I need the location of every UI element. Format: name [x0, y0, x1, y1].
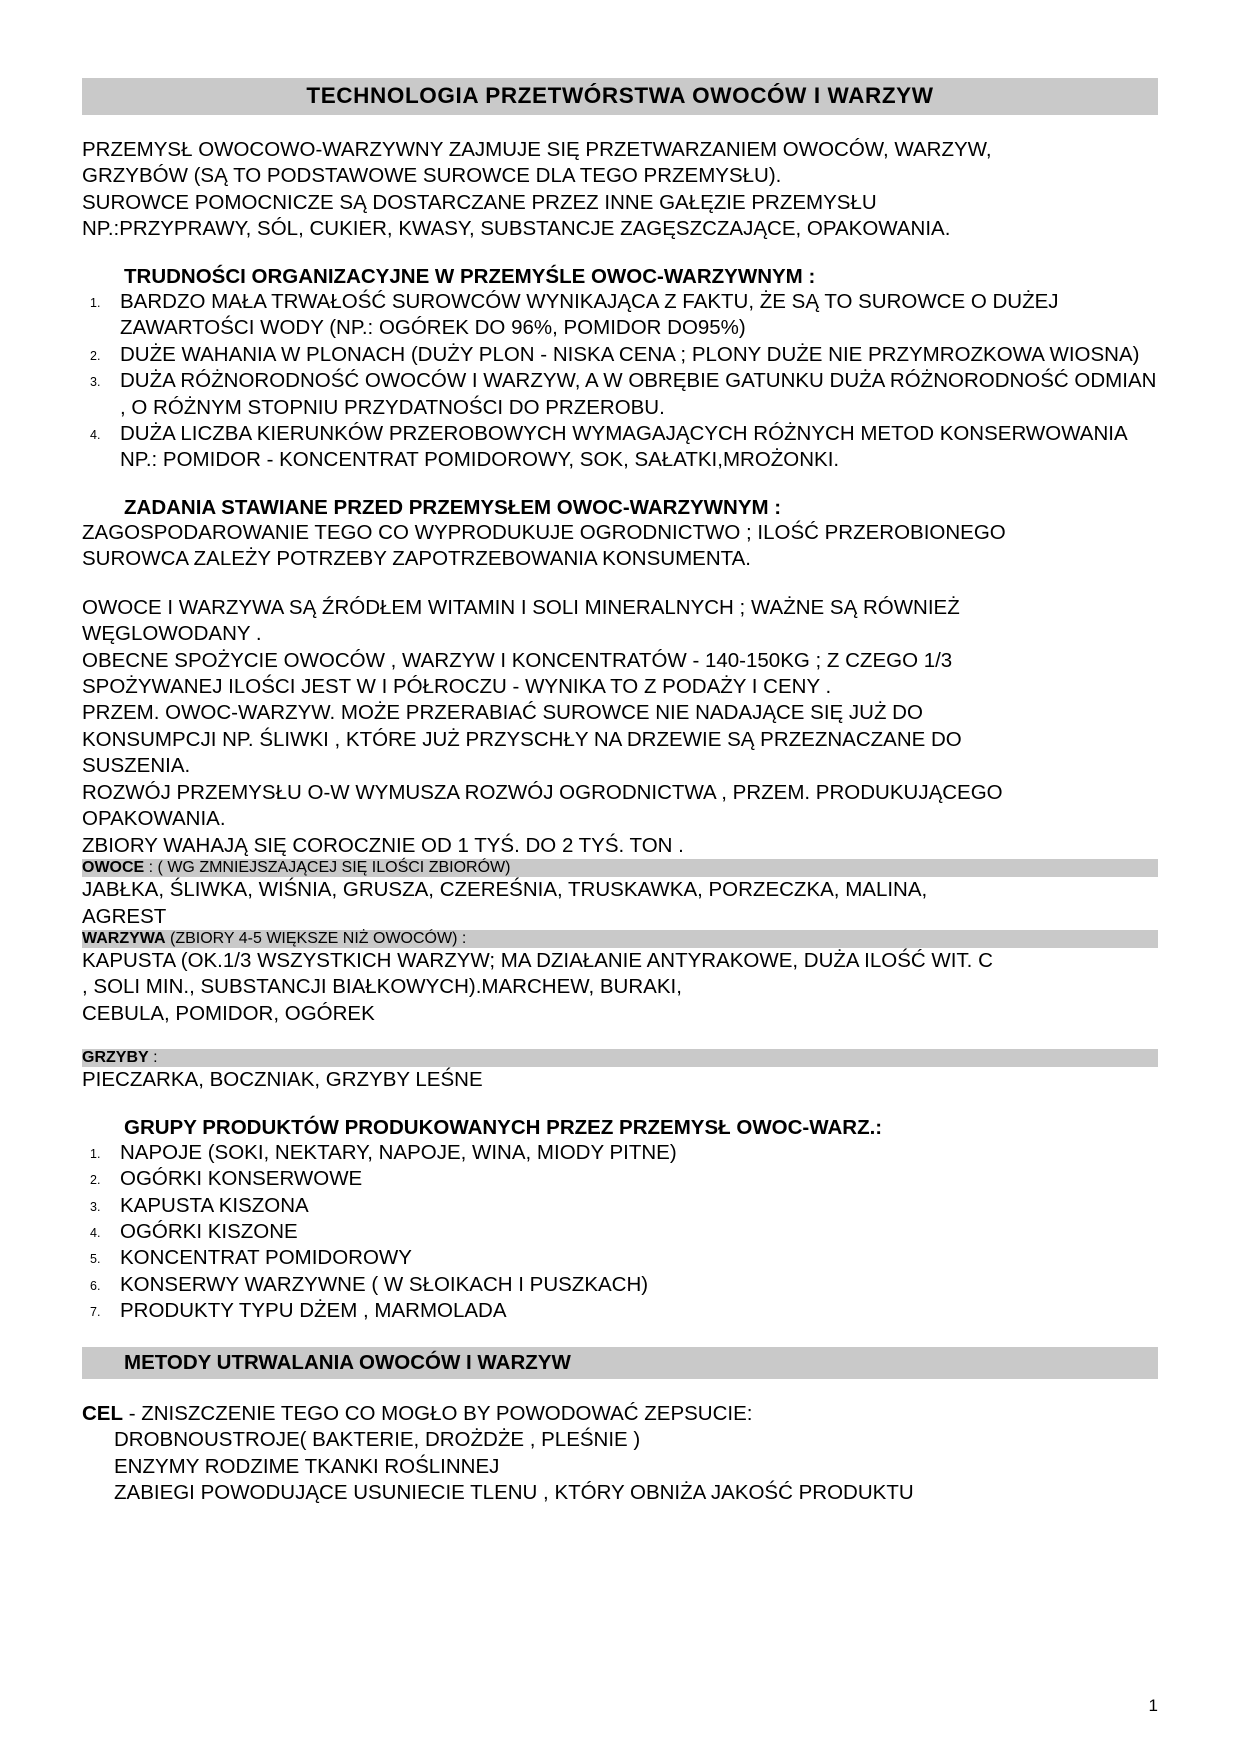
list-item: BARDZO MAŁA TRWAŁOŚĆ SUROWCÓW WYNIKAJĄCA Z FAKTU, ŻE SĄ TO SUROWCE O DUŻEJ ZAWARTOŚCI WODY (NP.: OGÓREK DO 96%, POMIDOR DO95%) [120, 289, 1059, 340]
list-item: DUŻA LICZBA KIERUNKÓW PRZEROBOWYCH WYMAGAJĄCYCH RÓŻNYCH METOD KONSERWOWANIA NP.: POMIDOR - KONCENTRAT POMIDOROWY, SOK, SAŁATKI,MROŻONKI. [120, 421, 1127, 472]
cel-sub-2: ENZYMY RODZIME TKANKI ROŚLINNEJ [114, 1454, 500, 1478]
cel-line [82, 1401, 1158, 1427]
body-line-8: ROZWÓJ PRZEMYSŁU O-W WYMUSZA ROZWÓJ OGRODNICTWA , PRZEM. PRODUKUJĄCEGO [82, 780, 1003, 804]
warzywa-line-2: , SOLI MIN., SUBSTANCJI BIAŁKOWYCH).MARCHEW, BURAKI, [82, 975, 682, 999]
spacer [82, 1094, 1158, 1116]
intro-line-1: PRZEMYSŁ OWOCOWO-WARZYWNY ZAJMUJE SIĘ PRZETWARZANIEM OWOCÓW, WARZYW, [82, 138, 992, 161]
owoce-line-1: JABŁKA, ŚLIWKA, WIŚNIA, GRUSZA, CZEREŚNIA, TRUSKAWKA, PORZECZKA, MALINA, [82, 878, 928, 902]
intro-paragraph [82, 137, 1158, 243]
spacer [82, 1379, 1158, 1401]
owoce-label: OWOCE [82, 859, 145, 877]
owoce-label-row [82, 859, 1158, 877]
page-title: TECHNOLOGIA PRZETWÓRSTWA OWOCÓW I WARZYW [82, 78, 1158, 115]
list-item: KAPUSTA KISZONA [120, 1193, 309, 1217]
spacer [82, 1027, 1158, 1049]
body-line-3: OBECNE SPOŻYCIE OWOCÓW , WARZYW I KONCENTRATÓW - 140-150KG ; Z CZEGO 1/3 [82, 648, 953, 672]
body-line-10: ZBIORY WAHAJĄ SIĘ COROCZNIE OD 1 TYŚ. DO 2 TYŚ. TON . [82, 833, 684, 857]
list-item: DUŻE WAHANIA W PLONACH (DUŻY PLON - NISKA CENA ; PLONY DUŻE NIE PRZYMROZKOWA WIOSNA) [120, 342, 1140, 366]
grzyby-line-1: PIECZARKA, BOCZNIAK, GRZYBY LEŚNE [82, 1068, 483, 1092]
owoce-label-rest: : ( WG ZMNIEJSZAJĄCEJ SIĘ ILOŚCI ZBIORÓW) [144, 859, 511, 877]
list-trudnosci [82, 289, 1158, 474]
body-line-2: WĘGLOWODANY . [82, 622, 262, 646]
spacer [82, 1325, 1158, 1347]
warzywa-label-rest: (ZBIORY 4-5 WIĘKSZE NIŻ OWOCÓW) : [165, 929, 467, 947]
list-item: NAPOJE (SOKI, NEKTARY, NAPOJE, WINA, MIODY PITNE) [120, 1140, 677, 1164]
list-item: KONSERWY WARZYWNE ( W SŁOIKACH I PUSZKACH) [120, 1272, 649, 1296]
heading-trudnosci: TRUDNOŚCI ORGANIZACYJNE W PRZEMYŚLE OWOC-WARZYWNYM : [124, 264, 816, 288]
cel-sub-1: DROBNOUSTROJE( BAKTERIE, DROŻDŻE , PLEŚNIE ) [114, 1428, 641, 1452]
list-item: DUŻA RÓŻNORODNOŚĆ OWOCÓW I WARZYW, A W OBRĘBIE GATUNKU DUŻA RÓŻNORODNOŚĆ ODMIAN , O RÓŻNYM STOPNIU PRZYDATNOŚCI DO PRZEROBU. [120, 369, 1157, 419]
list-item: OGÓRKI KISZONE [120, 1220, 298, 1243]
body-line-4: SPOŻYWANEJ ILOŚCI JEST W I PÓŁROCZU - WYNIKA TO Z PODAŻY I CENY . [82, 675, 832, 698]
spacer [82, 243, 1158, 265]
warzywa-label: WARZYWA [82, 929, 166, 947]
list-item: KONCENTRAT POMIDOROWY [120, 1246, 412, 1270]
body-paragraph [82, 595, 1158, 859]
spacer [82, 573, 1158, 595]
zadania-line-1: ZAGOSPODAROWANIE TEGO CO WYPRODUKUJE OGRODNICTWO ; ILOŚĆ PRZEROBIONEGO [82, 520, 1006, 544]
warzywa-line-3: CEBULA, POMIDOR, OGÓREK [82, 1001, 375, 1025]
body-line-6: KONSUMPCJI NP. ŚLIWKI , KTÓRE JUŻ PRZYSCHŁY NA DRZEWIE SĄ PRZEZNACZANE DO [82, 727, 962, 751]
body-line-9: OPAKOWANIA. [82, 807, 226, 831]
intro-line-2: GRZYBÓW (SĄ TO PODSTAWOWE SUROWCE DLA TEGO PRZEMYSŁU). [82, 164, 782, 188]
list-item: OGÓRKI KONSERWOWE [120, 1167, 363, 1191]
body-line-5: PRZEM. OWOC-WARZYW. MOŻE PRZERABIAĆ SUROWCE NIE NADAJĄCE SIĘ JUŻ DO [82, 701, 923, 725]
heading-zadania: ZADANIA STAWIANE PRZED PRZEMYSŁEM OWOC-WARZYWNYM : [124, 495, 782, 519]
warzywa-label-row [82, 930, 1158, 948]
warzywa-line-1: KAPUSTA (OK.1/3 WSZYSTKICH WARZYW; MA DZIAŁANIE ANTYRAKOWE, DUŻA ILOŚĆ WIT. C [82, 948, 993, 972]
zadania-line-2: SUROWCA ZALEŻY POTRZEBY ZAPOTRZEBOWANIA KONSUMENTA. [82, 547, 752, 571]
owoce-line-2: AGREST [82, 904, 167, 928]
body-line-7: SUSZENIA. [82, 754, 191, 778]
grzyby-label-row [82, 1049, 1158, 1067]
grzyby-label: GRZYBY [82, 1049, 149, 1067]
grzyby-label-rest: : [148, 1049, 158, 1067]
page-number: 1 [1148, 1696, 1158, 1715]
cel-rest: - ZNISZCZENIE TEGO CO MOGŁO BY POWODOWAĆ ZEPSUCIE: [123, 1401, 753, 1425]
body-line-1: OWOCE I WARZYWA SĄ ŹRÓDŁEM WITAMIN I SOLI MINERALNYCH ; WAŻNE SĄ RÓWNIEŻ [82, 595, 960, 619]
cel-label: CEL [82, 1401, 123, 1425]
heading-metody: METODY UTRWALANIA OWOCÓW I WARZYW [82, 1347, 1158, 1379]
cel-sub-3: ZABIEGI POWODUJĄCE USUNIECIE TLENU , KTÓRY OBNIŻA JAKOŚĆ PRODUKTU [114, 1481, 914, 1505]
spacer [82, 474, 1158, 496]
list-grupy [82, 1140, 1158, 1325]
list-item: PRODUKTY TYPU DŻEM , MARMOLADA [120, 1299, 507, 1323]
heading-grupy: GRUPY PRODUKTÓW PRODUKOWANYCH PRZEZ PRZEMYSŁ OWOC-WARZ.: [124, 1115, 883, 1139]
intro-line-4: NP.:PRZYPRAWY, SÓL, CUKIER, KWASY, SUBSTANCJE ZAGĘSZCZAJĄCE, OPAKOWANIA. [82, 217, 951, 241]
intro-line-3: SUROWCE POMOCNICZE SĄ DOSTARCZANE PRZEZ INNE GAŁĘZIE PRZEMYSŁU [82, 190, 877, 214]
